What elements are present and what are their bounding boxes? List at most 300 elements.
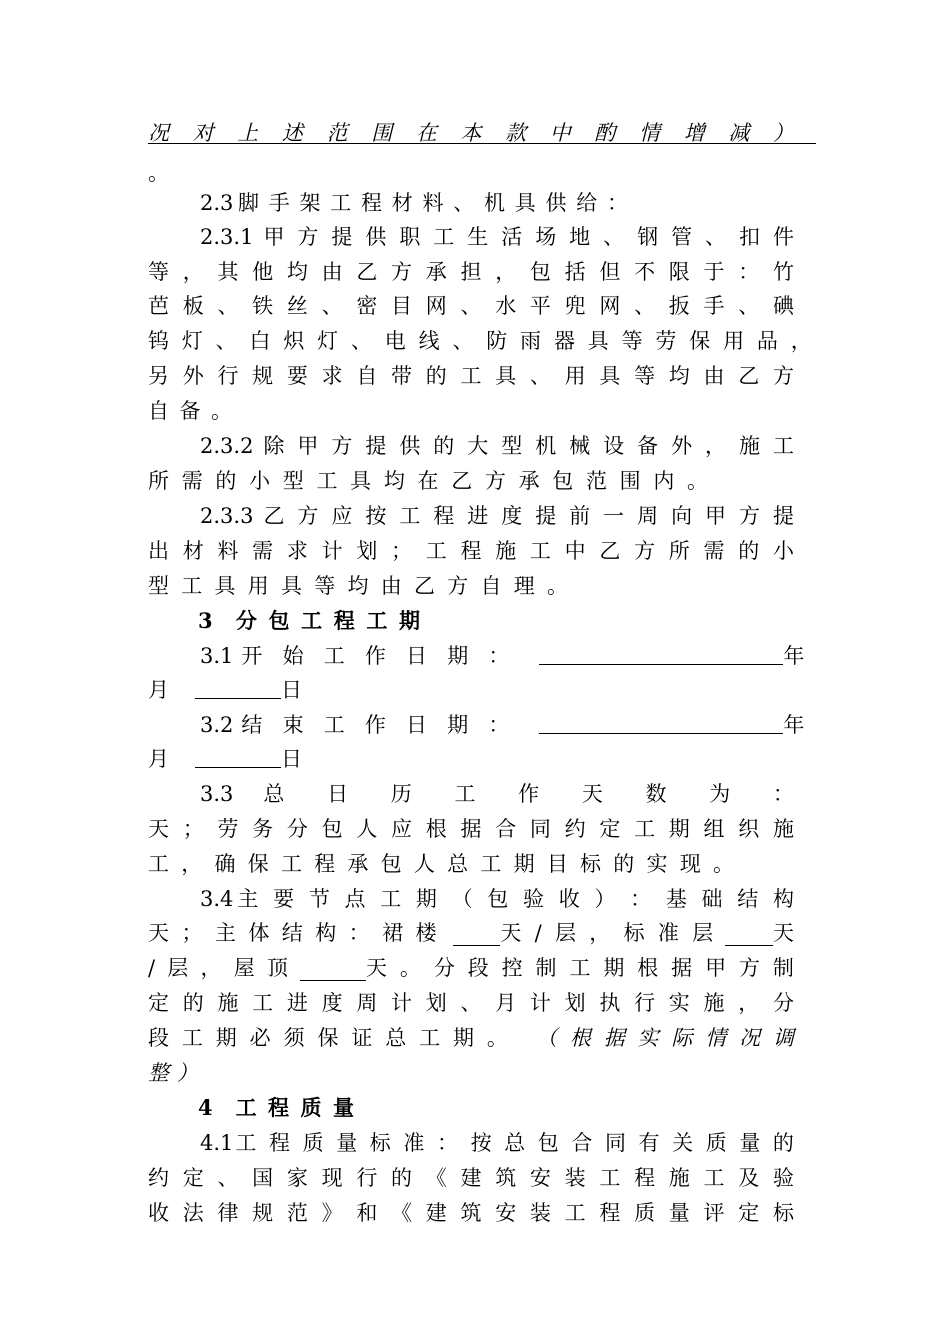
char: 划 (425, 991, 447, 1015)
char: 减 (728, 121, 750, 145)
char: 4 (198, 1095, 213, 1120)
char: 标 (369, 1131, 391, 1155)
char: 另 (148, 364, 169, 388)
char: ： (772, 782, 794, 806)
char: 楼 (415, 921, 437, 945)
char: 具 (350, 469, 372, 493)
char: 情 (705, 1026, 727, 1050)
char: 需 (252, 539, 274, 563)
char: 质 (634, 1201, 656, 1225)
char: 及 (738, 1166, 760, 1190)
char: 工 (252, 991, 274, 1015)
podium-days-blank[interactable] (453, 921, 501, 946)
char: 期 (668, 817, 690, 841)
char: 备 (179, 399, 201, 423)
char: 量 (332, 1095, 354, 1120)
char: 目 (546, 852, 568, 876)
char: 度 (321, 991, 343, 1015)
text-line-26 (148, 986, 794, 1020)
char: ， (705, 434, 727, 458)
char: 均 (347, 574, 369, 598)
char: 方 (447, 574, 469, 598)
char: ） (177, 1061, 198, 1085)
char: 需 (703, 539, 725, 563)
char: 提 (772, 504, 794, 528)
char: 酌 (594, 121, 616, 145)
char: 理 (513, 574, 535, 598)
char: 结 (281, 921, 303, 945)
char: 织 (738, 817, 760, 841)
char: 构 (772, 887, 794, 911)
char: 具 (495, 364, 517, 388)
char: 工 (703, 1166, 725, 1190)
char: 、 (705, 225, 727, 249)
char: 在 (415, 121, 437, 145)
char: ， (790, 329, 812, 353)
char: 关 (672, 1131, 694, 1155)
char: 《 (425, 1166, 447, 1190)
char: 防 (486, 329, 508, 353)
char: 总 (263, 782, 285, 806)
char: ： (738, 260, 760, 284)
char: 有 (638, 1131, 660, 1155)
char: 对 (192, 121, 214, 145)
char: 具 (281, 574, 302, 598)
char: 安 (495, 1201, 517, 1225)
char: 工 (280, 852, 302, 876)
char: 他 (252, 260, 274, 284)
char: 灯 (181, 329, 203, 353)
section-4-heading (198, 1091, 354, 1125)
char: 白 (249, 329, 271, 353)
char: 定 (599, 817, 621, 841)
char: 按 (470, 1131, 492, 1155)
char: 外 (671, 434, 693, 458)
char: 量 (668, 1201, 690, 1225)
char: 历 (390, 782, 412, 806)
char: 保 (247, 852, 269, 876)
char: 制 (772, 956, 794, 980)
char: 量 (739, 1131, 761, 1155)
char: 工 (772, 434, 794, 458)
char: 线 (418, 329, 440, 353)
char: 方 (484, 469, 506, 493)
char: 乙 (599, 539, 621, 563)
char: 的 (613, 852, 635, 876)
char: 期 (215, 1026, 237, 1050)
char: ； (181, 921, 203, 945)
clause-2-3-2: 2.3.2 除 甲 方 提 供 的 大 型 机 械 设 备 外 ， 施 工 (200, 429, 794, 463)
char: 包 (487, 887, 509, 911)
char: 手 (268, 191, 290, 215)
char: 要 (273, 887, 295, 911)
char: 述 (281, 121, 303, 145)
char: 程 (269, 1131, 290, 1155)
char: 分 (235, 608, 257, 633)
char: 包 (552, 469, 574, 493)
char: 施 (217, 991, 239, 1015)
char: 根 (569, 1026, 591, 1050)
char: 行 (634, 991, 656, 1015)
char: 标 (623, 921, 645, 945)
char: 围 (371, 121, 393, 145)
char: 天 (148, 921, 169, 945)
char: 但 (599, 260, 621, 284)
char: 验 (523, 887, 545, 911)
char: 品 (756, 329, 778, 353)
char: 总 (447, 852, 469, 876)
char: ） (772, 121, 794, 145)
char: 。 (712, 852, 734, 876)
char: 甲 (705, 504, 727, 528)
text-line-24: 天 ； 主 体 结 构 ： 裙 楼 天 / 层 ， 标 准 层 天 (148, 916, 794, 950)
char: 同 (529, 817, 551, 841)
char: 工 (634, 817, 656, 841)
text-line-8 (148, 359, 794, 393)
char: 的 (215, 469, 237, 493)
char: 约 (148, 1166, 169, 1190)
char: 所 (668, 539, 690, 563)
char: 收 (558, 887, 580, 911)
section-3-heading (198, 604, 420, 638)
char: 供 (399, 434, 421, 458)
char: 裙 (382, 921, 404, 945)
char: 中 (564, 539, 586, 563)
standard-floor-days-blank[interactable] (725, 921, 773, 946)
char: 进 (467, 504, 489, 528)
char: 、 (634, 294, 656, 318)
char: 质 (302, 1131, 324, 1155)
char: 兜 (564, 294, 586, 318)
char: 求 (286, 539, 308, 563)
char: 、 (217, 294, 239, 318)
char: 的 (182, 991, 204, 1015)
char: 、 (453, 191, 475, 215)
char: 型 (501, 434, 523, 458)
char: / (148, 956, 156, 980)
char: 器 (553, 329, 575, 353)
char: 向 (671, 504, 693, 528)
char: 施 (668, 1166, 690, 1190)
char: 合 (495, 817, 517, 841)
char: 制 (535, 956, 557, 980)
char: 准 (403, 1131, 425, 1155)
char: 。 (547, 574, 568, 598)
char: 括 (564, 260, 586, 284)
char: 始 (282, 644, 304, 668)
clause-2-3-3: 2.3.3 乙 方 应 按 工 程 进 度 提 前 一 周 向 甲 方 提 (200, 499, 794, 533)
char: 须 (283, 1026, 305, 1050)
char: 中 (549, 121, 571, 145)
char: 地 (569, 225, 591, 249)
char: 保 (317, 1026, 339, 1050)
text-line-11 (148, 464, 708, 498)
char: ： (488, 644, 510, 668)
char: 外 (182, 364, 204, 388)
char: 基 (665, 887, 687, 911)
char: 承 (518, 469, 540, 493)
char: 周 (356, 991, 378, 1015)
char: 除 (263, 434, 285, 458)
char: ； (182, 817, 204, 841)
char: 、 (460, 294, 482, 318)
char: 按 (365, 504, 387, 528)
char: 方 (738, 956, 760, 980)
char: 用 (564, 364, 586, 388)
char: 提 (365, 434, 387, 458)
char: 劳 (217, 817, 239, 841)
char: 方 (297, 504, 319, 528)
char: 的 (425, 364, 447, 388)
char: 前 (569, 504, 591, 528)
char: 均 (286, 260, 308, 284)
char: 构 (315, 921, 337, 945)
char: 包 (529, 260, 551, 284)
char: 期 (453, 1026, 475, 1050)
char: ） (594, 887, 616, 911)
char: 据 (671, 956, 693, 980)
clause-3-4: 3.4 主 要 节 点 工 期 （ 包 验 收 ） ： 基 础 结 构 (200, 882, 794, 916)
text-line-1 (148, 116, 794, 150)
char: 筑 (460, 1201, 482, 1225)
char: ； (391, 539, 413, 563)
char: 带 (391, 364, 413, 388)
text-line-5 (148, 255, 794, 289)
char: 《 (391, 1201, 413, 1225)
char: 甲 (297, 434, 319, 458)
char: 准 (657, 921, 679, 945)
char: 日 (406, 713, 428, 737)
char: 密 (356, 294, 378, 318)
char: 建 (460, 1166, 482, 1190)
char: 工 (569, 956, 591, 980)
char: （ (451, 887, 473, 911)
end-month-blank[interactable] (195, 743, 281, 768)
char: 用 (723, 329, 745, 353)
char: 开 (241, 644, 263, 668)
char: 工 (148, 852, 169, 876)
char: 执 (599, 991, 621, 1015)
char: 工 (480, 852, 502, 876)
char: 工 (366, 608, 388, 633)
char: 定 (738, 1201, 760, 1225)
char: 质 (705, 1131, 727, 1155)
char: 施 (772, 817, 794, 841)
char: 实 (637, 1026, 659, 1050)
char: 总 (504, 1131, 526, 1155)
char: 围 (619, 469, 641, 493)
char: 量 (336, 1131, 358, 1155)
text-line-22 (148, 847, 734, 881)
char: 管 (671, 225, 693, 249)
char: 材 (182, 539, 204, 563)
char: 场 (535, 225, 557, 249)
char: 评 (703, 1201, 725, 1225)
text-line-13 (148, 534, 794, 568)
clause-3-3: 3.3 总 日 历 工 作 天 数 为 ： (200, 777, 794, 811)
char: 安 (529, 1166, 551, 1190)
char: 料 (217, 539, 239, 563)
char: 目 (391, 294, 413, 318)
char: 工 (425, 539, 447, 563)
char: 手 (703, 294, 725, 318)
char: 质 (300, 1095, 322, 1120)
char: 天 (500, 921, 522, 945)
char: 定 (148, 991, 169, 1015)
text-line-9 (148, 394, 232, 428)
char: ， (181, 852, 203, 876)
char: 工 (235, 1095, 257, 1120)
char: 网 (425, 294, 447, 318)
char: 设 (603, 434, 625, 458)
char: 由 (380, 574, 402, 598)
char: 现 (679, 852, 701, 876)
char: 标 (772, 1201, 794, 1225)
text-line-2: 。 (148, 161, 169, 185)
char: 体 (248, 921, 270, 945)
char: 必 (249, 1026, 271, 1050)
char: 划 (564, 991, 586, 1015)
char: 施 (495, 539, 517, 563)
char: 分 (286, 817, 308, 841)
char: 期 (513, 852, 535, 876)
char: 碘 (772, 294, 794, 318)
char: 日 (406, 644, 428, 668)
char: 工 (599, 1166, 621, 1190)
char: 础 (701, 887, 723, 911)
char: 数 (645, 782, 667, 806)
char: 提 (331, 225, 353, 249)
char: ， (200, 956, 222, 980)
char: 和 (356, 1201, 378, 1225)
char: 日 (327, 782, 349, 806)
char: 工 (433, 225, 455, 249)
char: 其 (217, 260, 239, 284)
char: 乙 (414, 574, 435, 598)
end-date-blank[interactable] (539, 709, 783, 734)
char: 范 (326, 121, 348, 145)
char: 工 (181, 1026, 203, 1050)
char: 扳 (668, 294, 690, 318)
text-line-28 (148, 1056, 198, 1090)
char: 据 (460, 817, 482, 841)
char: 承 (425, 260, 447, 284)
char: 》 (321, 1201, 343, 1225)
char: 的 (391, 1166, 413, 1190)
char: 件 (772, 225, 794, 249)
char: 均 (668, 364, 690, 388)
char: 、 (321, 294, 343, 318)
char: ， (738, 991, 760, 1015)
char: 整 (148, 1061, 169, 1085)
char: 的 (772, 1131, 794, 1155)
start-month-blank[interactable] (195, 674, 281, 699)
char: 乙 (263, 504, 285, 528)
start-date-blank[interactable] (539, 640, 783, 665)
char: 为 (709, 782, 731, 806)
char: 于 (703, 260, 725, 284)
char: 一 (603, 504, 625, 528)
char: 计 (321, 539, 343, 563)
char: 劳 (655, 329, 677, 353)
char: 材 (391, 191, 413, 215)
char: 生 (467, 225, 489, 249)
char: 计 (529, 991, 551, 1015)
text-line-14 (148, 569, 568, 603)
char: 施 (703, 991, 725, 1015)
char: 职 (399, 225, 421, 249)
char: 款 (505, 121, 527, 145)
char: 自 (480, 574, 502, 598)
char: 作 (518, 782, 540, 806)
char: 脚 (238, 191, 259, 215)
char: 施 (739, 434, 760, 458)
char: 、 (350, 329, 372, 353)
char: ： (348, 921, 370, 945)
char: 期 (447, 713, 469, 737)
char: 上 (237, 121, 259, 145)
char: 料 (422, 191, 444, 215)
text-line-25 (148, 951, 794, 985)
char: 计 (391, 991, 413, 1015)
char: 等 (314, 574, 336, 598)
roof-days-blank[interactable] (300, 956, 366, 981)
char: 备 (637, 434, 659, 458)
char: 、 (452, 329, 474, 353)
char: 层 (692, 921, 714, 945)
char: ， (589, 921, 611, 945)
char: 顶 (266, 956, 288, 980)
char: 层 (554, 921, 576, 945)
char: 周 (637, 504, 659, 528)
char: 程 (433, 504, 455, 528)
char: 架 (299, 191, 321, 215)
char: 实 (668, 991, 690, 1015)
text-line-7 (148, 324, 812, 358)
clause-2-3-1: 2.3.1 甲 方 提 供 职 工 生 活 场 地 、 钢 管 、 扣 件 (200, 220, 794, 254)
char: 用 (247, 574, 269, 598)
char: 机 (484, 191, 505, 215)
char: 3 (198, 608, 213, 633)
char: 方 (772, 364, 794, 388)
char: 的 (433, 434, 455, 458)
char: 工 (454, 782, 476, 806)
char: 等 (148, 260, 169, 284)
char: 方 (634, 539, 656, 563)
char: 程 (333, 608, 355, 633)
char: 不 (634, 260, 656, 284)
char: 调 (772, 1026, 794, 1050)
char: 工 (529, 539, 551, 563)
char: 应 (331, 504, 353, 528)
char: 度 (501, 504, 523, 528)
char: 程 (314, 852, 336, 876)
char: 扣 (739, 225, 760, 249)
char: 程 (634, 1166, 656, 1190)
char: 板 (182, 294, 204, 318)
char: 炽 (283, 329, 305, 353)
char: 定 (182, 1166, 204, 1190)
char: 甲 (705, 956, 727, 980)
char: 钨 (148, 329, 169, 353)
char: 确 (214, 852, 236, 876)
char: 工 (301, 608, 323, 633)
char: 电 (384, 329, 406, 353)
char: 在 (417, 469, 439, 493)
char: 工 (235, 1131, 257, 1155)
char: 丝 (286, 294, 308, 318)
char: 灯 (317, 329, 339, 353)
